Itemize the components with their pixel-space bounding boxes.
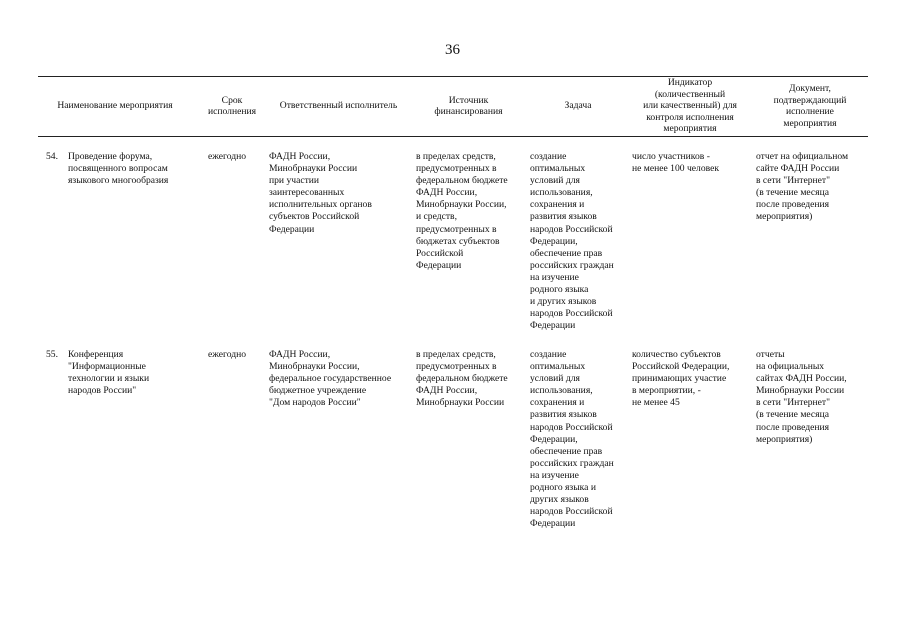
table-top-rule (38, 76, 868, 77)
header-document-text: Документ, подтверждающий исполнение мероприятия (773, 83, 847, 129)
row-name: Конференция "Информационные технологии и языки народов России" (68, 349, 150, 397)
header-name (40, 78, 190, 134)
row-term: ежегодно (208, 151, 247, 162)
row-term: ежегодно (208, 349, 247, 360)
row-task: создание оптимальных условий для использования, сохранения и развития языков народов Российской Федерации, обеспечение прав российских граждан на изучение родного языка и других языков народов Российской Федерации (530, 349, 614, 530)
row-task: создание оптимальных условий для использования, сохранения и развития языков народов Российской Федерации, обеспечение прав российских граждан на изучение родного языка и других языков народов Российской Федерации (530, 151, 614, 332)
header-funding (411, 78, 526, 134)
header-indicator-text: Индикатор (количественный или качественный) для контроля исполнения мероприятия (643, 77, 737, 135)
row-name: Проведение форума, посвященного вопросам языкового многообразия (68, 151, 169, 187)
header-executor (266, 78, 411, 134)
header-term (198, 78, 266, 134)
row-number: 55. (46, 349, 58, 360)
row-number: 54. (46, 151, 58, 162)
row-document: отчеты на официальных сайтах ФАДН России, Минобрнауки России в сети "Интернет" (в течение месяца после проведения мероприятия) (756, 349, 847, 445)
page-number: 36 (445, 42, 460, 58)
header-term-text: Срок исполнения (207, 94, 257, 117)
row-funding: в пределах средств, предусмотренных в федеральном бюджете ФАДН России, Минобрнауки России, и средств, предусмотренных в бюджетах субъектов Российской Федерации (416, 151, 508, 271)
header-task (526, 78, 630, 134)
table-header-rule (38, 136, 868, 137)
row-indicator: число участников - не менее 100 человек (632, 151, 720, 175)
header-funding-text: Источник финансирования (434, 94, 503, 117)
row-funding: в пределах средств, предусмотренных в федеральном бюджете ФАДН России, Минобрнауки России (416, 349, 508, 409)
header-indicator (630, 78, 750, 134)
header-name-text: Наименование мероприятия (57, 100, 173, 112)
header-task-text: Задача (564, 100, 592, 112)
row-indicator: количество субъектов Российской Федерации, принимающих участие в мероприятии, - не менее 45 (632, 349, 730, 409)
row-executor: ФАДН России, Минобрнауки России при участии заинтересованных исполнительных органов субъектов Российской Федерации (269, 151, 372, 235)
row-executor: ФАДН России, Минобрнауки России, федеральное государственное бюджетное учреждение "Дом народов России" (269, 349, 392, 409)
header-executor-text: Ответственный исполнитель (279, 100, 398, 112)
header-document (752, 78, 868, 134)
row-document: отчет на официальном сайте ФАДН России в сети "Интернет" (в течение месяца после проведения мероприятия) (756, 151, 849, 223)
